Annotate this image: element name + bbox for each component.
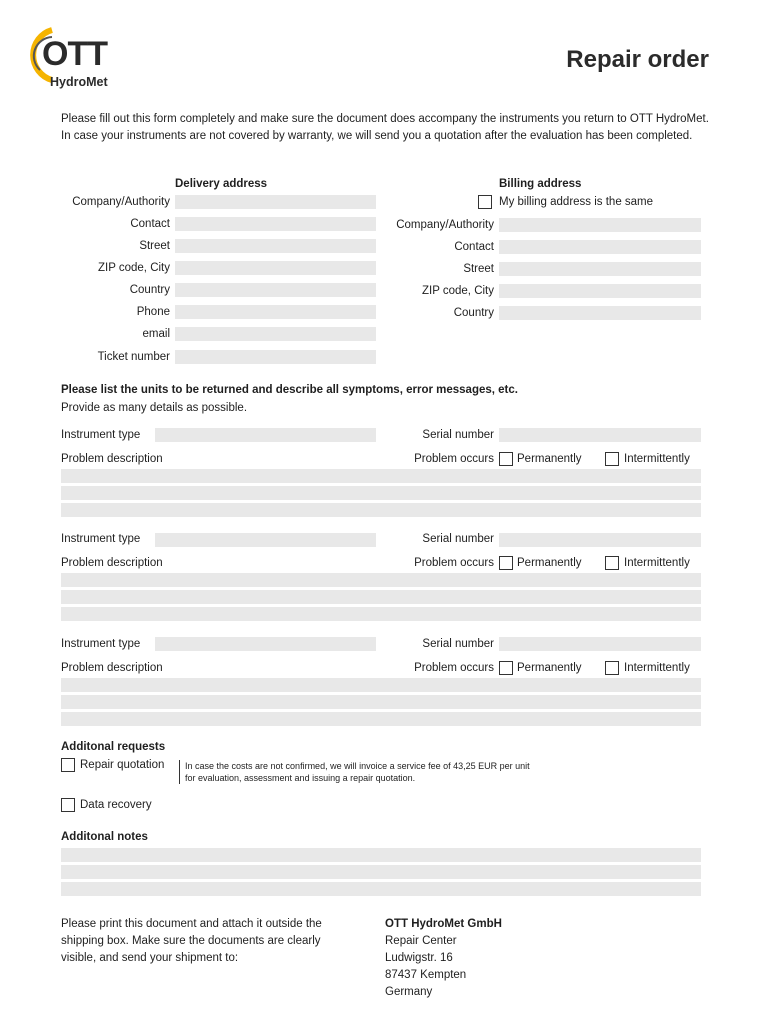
repair-quotation-label: Repair quotation xyxy=(80,759,165,771)
notes-line[interactable] xyxy=(61,848,701,862)
problem-description-line[interactable] xyxy=(61,712,701,726)
delivery-label-zip: ZIP code, City xyxy=(97,262,170,274)
repair-quotation-note-line1: In case the costs are not confirmed, we will invoice a service fee of 43,25 EUR per unit xyxy=(185,761,530,771)
delivery-ticket-field[interactable] xyxy=(175,350,376,364)
shipping-address-line: Ludwigstr. 16 xyxy=(385,952,453,964)
intro-text: Please fill out this form completely and make sure the document does accompany the instruments you return to OTT HydroMet. In case your instruments are not covered by warranty, we will send you a quotation after the evaluation has been completed. xyxy=(61,113,709,142)
billing-label-company: Company/Authority xyxy=(396,219,494,231)
delivery-label-email: email xyxy=(142,328,170,340)
footer-instructions-line: shipping box. Make sure the documents are clearly xyxy=(61,935,321,947)
intermittently-checkbox[interactable] xyxy=(605,556,619,570)
permanently-label: Permanently xyxy=(517,453,582,465)
delivery-street-field[interactable] xyxy=(175,239,376,253)
serial-number-field[interactable] xyxy=(499,637,701,651)
logo-subtitle: HydroMet xyxy=(50,75,108,89)
problem-description-line[interactable] xyxy=(61,678,701,692)
data-recovery-checkbox[interactable] xyxy=(61,798,75,812)
serial-number-field[interactable] xyxy=(499,428,701,442)
instrument-type-field[interactable] xyxy=(155,637,376,651)
delivery-phone-field[interactable] xyxy=(175,305,376,319)
notes-line[interactable] xyxy=(61,865,701,879)
billing-country-field[interactable] xyxy=(499,306,701,320)
units-heading: Please list the units to be returned and describe all symptoms, error messages, etc. xyxy=(61,384,518,396)
problem-description-line[interactable] xyxy=(61,607,701,621)
serial-number-field[interactable] xyxy=(499,533,701,547)
delivery-label-contact: Contact xyxy=(130,218,170,230)
serial-number-label: Serial number xyxy=(422,533,494,545)
units-subheading: Provide as many details as possible. xyxy=(61,402,248,414)
problem-description-label: Problem description xyxy=(61,453,163,465)
delivery-zip-field[interactable] xyxy=(175,261,376,275)
permanently-label: Permanently xyxy=(517,557,582,569)
intermittently-checkbox[interactable] xyxy=(605,452,619,466)
billing-label-contact: Contact xyxy=(454,241,494,253)
permanently-checkbox[interactable] xyxy=(499,661,513,675)
instrument-type-field[interactable] xyxy=(155,428,376,442)
problem-occurs-label: Problem occurs xyxy=(414,557,494,569)
billing-label-zip: ZIP code, City xyxy=(421,285,494,297)
intermittently-checkbox[interactable] xyxy=(605,661,619,675)
footer-instructions-line: visible, and send your shipment to: xyxy=(61,952,239,964)
instrument-type-field[interactable] xyxy=(155,533,376,547)
serial-number-label: Serial number xyxy=(422,429,494,441)
intermittently-label: Intermittently xyxy=(624,557,690,569)
delivery-label-street: Street xyxy=(139,240,170,252)
problem-description-label: Problem description xyxy=(61,557,163,569)
problem-occurs-label: Problem occurs xyxy=(414,662,494,674)
problem-description-line[interactable] xyxy=(61,469,701,483)
delivery-email-field[interactable] xyxy=(175,327,376,341)
problem-description-line[interactable] xyxy=(61,486,701,500)
page-title: Repair order xyxy=(566,46,709,73)
permanently-label: Permanently xyxy=(517,662,582,674)
notes-line[interactable] xyxy=(61,882,701,896)
problem-description-line[interactable] xyxy=(61,503,701,517)
billing-contact-field[interactable] xyxy=(499,240,701,254)
footer-instructions-line: Please print this document and attach it outside the xyxy=(61,918,322,930)
problem-description-line[interactable] xyxy=(61,590,701,604)
data-recovery-label: Data recovery xyxy=(80,799,152,811)
delivery-company-field[interactable] xyxy=(175,195,376,209)
billing-street-field[interactable] xyxy=(499,262,701,276)
delivery-country-field[interactable] xyxy=(175,283,376,297)
problem-description-line[interactable] xyxy=(61,573,701,587)
billing-label-country: Country xyxy=(453,307,494,319)
billing-company-field[interactable] xyxy=(499,218,701,232)
notes-heading: Additonal notes xyxy=(61,831,148,843)
instrument-type-label: Instrument type xyxy=(61,429,141,441)
delivery-label-company: Company/Authority xyxy=(72,196,170,208)
logo-brand: OTT xyxy=(42,35,107,73)
repair-quotation-checkbox[interactable] xyxy=(61,758,75,772)
shipping-address-line: 87437 Kempten xyxy=(385,969,467,981)
problem-description-label: Problem description xyxy=(61,662,163,674)
intermittently-label: Intermittently xyxy=(624,662,690,674)
billing-heading: Billing address xyxy=(499,178,582,190)
shipping-company: OTT HydroMet GmbH xyxy=(385,918,502,930)
billing-same-label: My billing address is the same xyxy=(499,196,654,208)
permanently-checkbox[interactable] xyxy=(499,556,513,570)
requests-heading: Additonal requests xyxy=(61,741,166,753)
shipping-address-line: Repair Center xyxy=(385,935,457,947)
delivery-label-country: Country xyxy=(129,284,170,296)
serial-number-label: Serial number xyxy=(422,638,494,650)
repair-quotation-note-line2: for evaluation, assessment and issuing a repair quotation. xyxy=(185,773,416,783)
billing-same-checkbox[interactable] xyxy=(478,195,492,209)
instrument-type-label: Instrument type xyxy=(61,533,141,545)
delivery-contact-field[interactable] xyxy=(175,217,376,231)
problem-occurs-label: Problem occurs xyxy=(414,453,494,465)
problem-description-line[interactable] xyxy=(61,695,701,709)
permanently-checkbox[interactable] xyxy=(499,452,513,466)
billing-label-street: Street xyxy=(463,263,494,275)
delivery-heading: Delivery address xyxy=(175,178,268,190)
intermittently-label: Intermittently xyxy=(624,453,690,465)
billing-zip-field[interactable] xyxy=(499,284,701,298)
shipping-address-line: Germany xyxy=(385,986,433,998)
delivery-label-phone: Phone xyxy=(136,306,170,318)
instrument-type-label: Instrument type xyxy=(61,638,141,650)
delivery-label-ticket: Ticket number xyxy=(97,351,170,363)
note-divider xyxy=(179,760,180,784)
